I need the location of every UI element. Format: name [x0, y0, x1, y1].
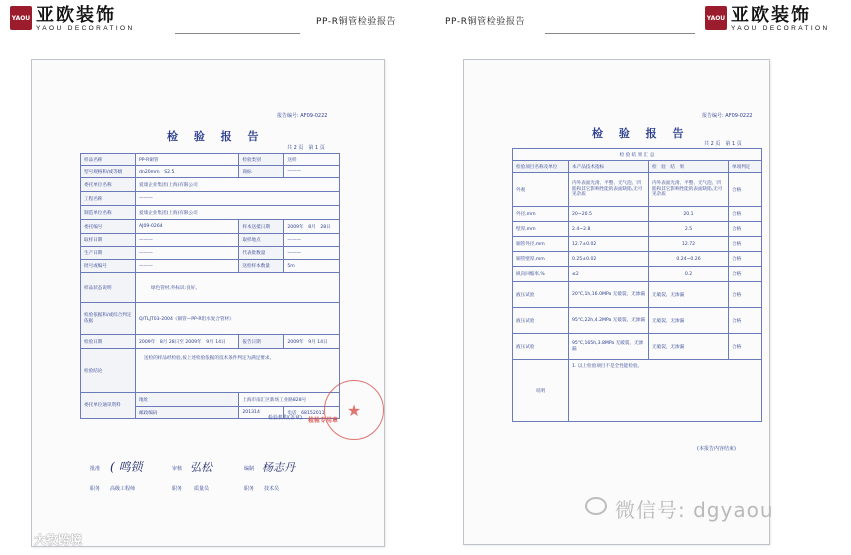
brand-logo-right — [705, 6, 830, 33]
stamp-text: 检验专用章 — [308, 417, 339, 424]
field-value: ——— — [136, 234, 239, 247]
field-label: 送检样本数量 — [239, 260, 284, 273]
field-value: Q/TLJT03-2004《铜管—PP-R铝水复合管材》 — [136, 303, 340, 335]
table-row — [513, 267, 762, 282]
field-value: 201314 — [239, 407, 284, 419]
cell: 铜管壁厚,mm — [513, 252, 569, 267]
table-caption-row — [513, 149, 762, 161]
field-value: 上海市南汇区新场工业路828号 — [239, 393, 340, 407]
field-label: 制造单位名称 — [81, 206, 136, 220]
cell: 12.7±0.02 — [569, 237, 649, 252]
cell: 2.5 — [649, 222, 729, 237]
cell: 合格 — [729, 173, 762, 207]
table-row — [81, 260, 340, 273]
table-row — [81, 178, 340, 192]
header-title-left: PP-R铜管检验报告 — [316, 17, 397, 27]
field-label: 委托单位通讯资料 — [81, 393, 136, 419]
table-row — [513, 222, 762, 237]
brand-mark: YAOU — [705, 6, 727, 30]
column-header: 检验项目名称及单位 — [513, 161, 569, 173]
report-page-left — [31, 59, 385, 547]
field-value: PP-R铜管 — [136, 154, 239, 166]
brand-logo-left — [10, 6, 135, 33]
field-label: 检验日期 — [81, 335, 136, 349]
field-value: 送样 — [284, 154, 340, 166]
report-title: 检 验 报 告 — [592, 127, 690, 140]
field-label: 报告日期 — [239, 335, 284, 349]
field-value: 5m — [284, 260, 340, 273]
note-text: 1. 以上检验项目不是全性能检验。 — [569, 360, 762, 422]
cell: 合格 — [729, 222, 762, 237]
page-header — [0, 0, 851, 36]
table-row — [513, 282, 762, 308]
wechat-icon — [585, 497, 607, 515]
signature-reviewer: 弘松 — [190, 461, 212, 474]
table-row — [81, 220, 340, 234]
cell: 20.1 — [649, 207, 729, 222]
table-caption: 检 验 结 果 汇 总 — [513, 149, 762, 161]
table-row — [513, 360, 762, 422]
report-title: 检 验 报 告 — [167, 130, 265, 143]
sign-label: 批准 — [90, 466, 101, 472]
field-label: 型号规格和/或等级 — [81, 166, 136, 178]
sign-label: 编制 — [244, 466, 255, 472]
report-form-table — [80, 153, 340, 419]
cell: 合格 — [729, 308, 762, 334]
cell: 液压试验 — [513, 308, 569, 334]
field-value: ——— — [136, 247, 239, 260]
sign-label: 审核 — [172, 466, 183, 472]
field-value: 爱康企业集团(上海)有限公司 — [136, 206, 340, 220]
cell: 合格 — [729, 334, 762, 360]
field-label: 商标 — [239, 166, 284, 178]
cell: 壁厚,mm — [513, 222, 569, 237]
report-end-note: (本报告内容结束) — [697, 446, 736, 452]
table-row — [513, 173, 762, 207]
field-label: 取样日期 — [81, 234, 136, 247]
cell: 合格 — [729, 252, 762, 267]
cell: 外径,mm — [513, 207, 569, 222]
cell: 0.24~0.26 — [649, 252, 729, 267]
field-value: ——— — [284, 234, 340, 247]
signature-approver: ( 鸣锁 — [110, 460, 143, 474]
table-row — [81, 206, 340, 220]
field-label: 生产日期 — [81, 247, 136, 260]
column-header: 本产品技术指标 — [569, 161, 649, 173]
field-value: dn20mm S2.5 — [136, 166, 239, 178]
field-value: ——— — [136, 192, 340, 206]
cell: 合格 — [729, 237, 762, 252]
cell: 合格 — [729, 282, 762, 308]
cell: 无破裂、无渗漏 — [649, 308, 729, 334]
field-value: ——— — [136, 260, 239, 273]
inspection-stamp — [324, 380, 384, 440]
cell: 内外表面光滑、平整、无气泡、凹陷和其它影响性能的表面缺陷,无可见杂质 — [649, 173, 729, 207]
field-label: 邮政编码 — [136, 407, 239, 419]
star-icon: ★ — [346, 400, 362, 420]
cell: 合格 — [729, 267, 762, 282]
table-row — [81, 273, 340, 303]
cell: 0.2 — [649, 267, 729, 282]
column-header: 检 验 结 果 — [649, 161, 729, 173]
role-label: 职务 — [90, 486, 101, 492]
field-value: 2009年 8月 28日至 2009年 9月 14日 — [136, 335, 239, 349]
source-watermark: 大牧跨境 — [34, 533, 83, 547]
role-label: 职务 — [244, 486, 255, 492]
header-rule-left — [175, 33, 300, 34]
report-number: 报告编号: AF09-0222 — [702, 113, 753, 119]
page-indicator: 共 2 页 第 1 页 — [704, 141, 742, 147]
brand-name-cn: 亚欧装饰 — [731, 5, 811, 26]
field-value: 电话 68152011 — [284, 407, 340, 419]
cell: 纵向回缩率,% — [513, 267, 569, 282]
field-value: ——— — [284, 166, 340, 178]
table-row — [81, 234, 340, 247]
field-value: 送检的样品经检验,按上述检验依据的技术条件判定为满足要求。 — [136, 349, 340, 393]
report-page-right — [463, 59, 770, 545]
table-row — [81, 166, 340, 178]
table-header-row — [513, 161, 762, 173]
cell: 液压试验 — [513, 282, 569, 308]
table-row — [513, 334, 762, 360]
field-label: 样本送抵日期 — [239, 220, 284, 234]
cell: 无破裂、无渗漏 — [649, 282, 729, 308]
brand-mark: YAOU — [10, 6, 32, 30]
role-label: 职务 — [172, 486, 183, 492]
header-title-right: PP-R铜管检验报告 — [445, 17, 526, 27]
table-row — [513, 252, 762, 267]
cell: 12.72 — [649, 237, 729, 252]
field-label: 批号或编号 — [81, 260, 136, 273]
note-label: 说明 — [513, 360, 569, 422]
cell: ≤2 — [569, 267, 649, 282]
field-label: 工程名称 — [81, 192, 136, 206]
field-label: 检验结论 — [81, 349, 136, 393]
field-label: 样品名称 — [81, 154, 136, 166]
field-label: 代表批数量 — [239, 247, 284, 260]
field-value: AJ09-0264 — [136, 220, 239, 234]
field-value: 绿色管材,外标识:良好。 — [136, 273, 340, 303]
field-label: 委托单位名称 — [81, 178, 136, 192]
table-row — [81, 349, 340, 393]
cell: 95℃,165h,3.8MPa 无破裂、无渗漏 — [569, 334, 649, 360]
table-row — [81, 393, 340, 407]
cell: 20~20.5 — [569, 207, 649, 222]
cell: 20℃,1h,16.0MPa 无破裂、无渗漏 — [569, 282, 649, 308]
table-row — [513, 308, 762, 334]
table-row — [81, 154, 340, 166]
column-header: 单项判定 — [729, 161, 762, 173]
field-value: 2009年 8月 28日 — [284, 220, 340, 234]
brand-name-en: YAOU DECORATION — [36, 25, 135, 32]
stamp-label: 检验机构(盖章) — [268, 415, 302, 421]
field-label: 地址 — [136, 393, 239, 407]
field-label: 样品状态说明 — [81, 273, 136, 303]
cell: 2.4~2.8 — [569, 222, 649, 237]
brand-name-en: YAOU DECORATION — [731, 25, 830, 32]
table-row — [81, 247, 340, 260]
brand-name-cn: 亚欧装饰 — [36, 5, 116, 26]
cell: 95℃,22h,4.2MPa 无破裂、无渗漏 — [569, 308, 649, 334]
table-row — [513, 207, 762, 222]
cell: 无破裂、无渗漏 — [649, 334, 729, 360]
table-row — [81, 335, 340, 349]
header-rule-right — [545, 33, 695, 34]
field-label: 检验依据和/或综合判定依据 — [81, 303, 136, 335]
field-label: 取样地点 — [239, 234, 284, 247]
results-table — [512, 148, 762, 422]
role-value: 技术员 — [264, 486, 280, 492]
cell: 铜管外径,mm — [513, 237, 569, 252]
field-value: ——— — [284, 247, 340, 260]
cell: 合格 — [729, 207, 762, 222]
table-row — [81, 303, 340, 335]
cell: 液压试验 — [513, 334, 569, 360]
report-number: 报告编号: AF09-0222 — [277, 113, 328, 119]
role-value: 质量员 — [194, 486, 210, 492]
field-value: 爱康企业集团(上海)有限公司 — [136, 178, 340, 192]
cell: 内外表面光滑、平整、无气泡、凹陷和其它影响性能的表面缺陷,无可见杂质 — [569, 173, 649, 207]
role-value: 高级工程师 — [110, 486, 136, 492]
cell: 外观 — [513, 173, 569, 207]
table-row — [513, 237, 762, 252]
field-value: 2009年 9月 14日 — [284, 335, 340, 349]
table-row — [81, 192, 340, 206]
signature-writer: 杨志丹 — [262, 461, 295, 474]
field-label: 委托编号 — [81, 220, 136, 234]
cell: 0.25±0.02 — [569, 252, 649, 267]
field-label: 检验类别 — [239, 154, 284, 166]
page-indicator: 共 2 页 第 1 页 — [287, 145, 325, 151]
wechat-watermark: 微信号: dgyaou — [615, 498, 774, 522]
